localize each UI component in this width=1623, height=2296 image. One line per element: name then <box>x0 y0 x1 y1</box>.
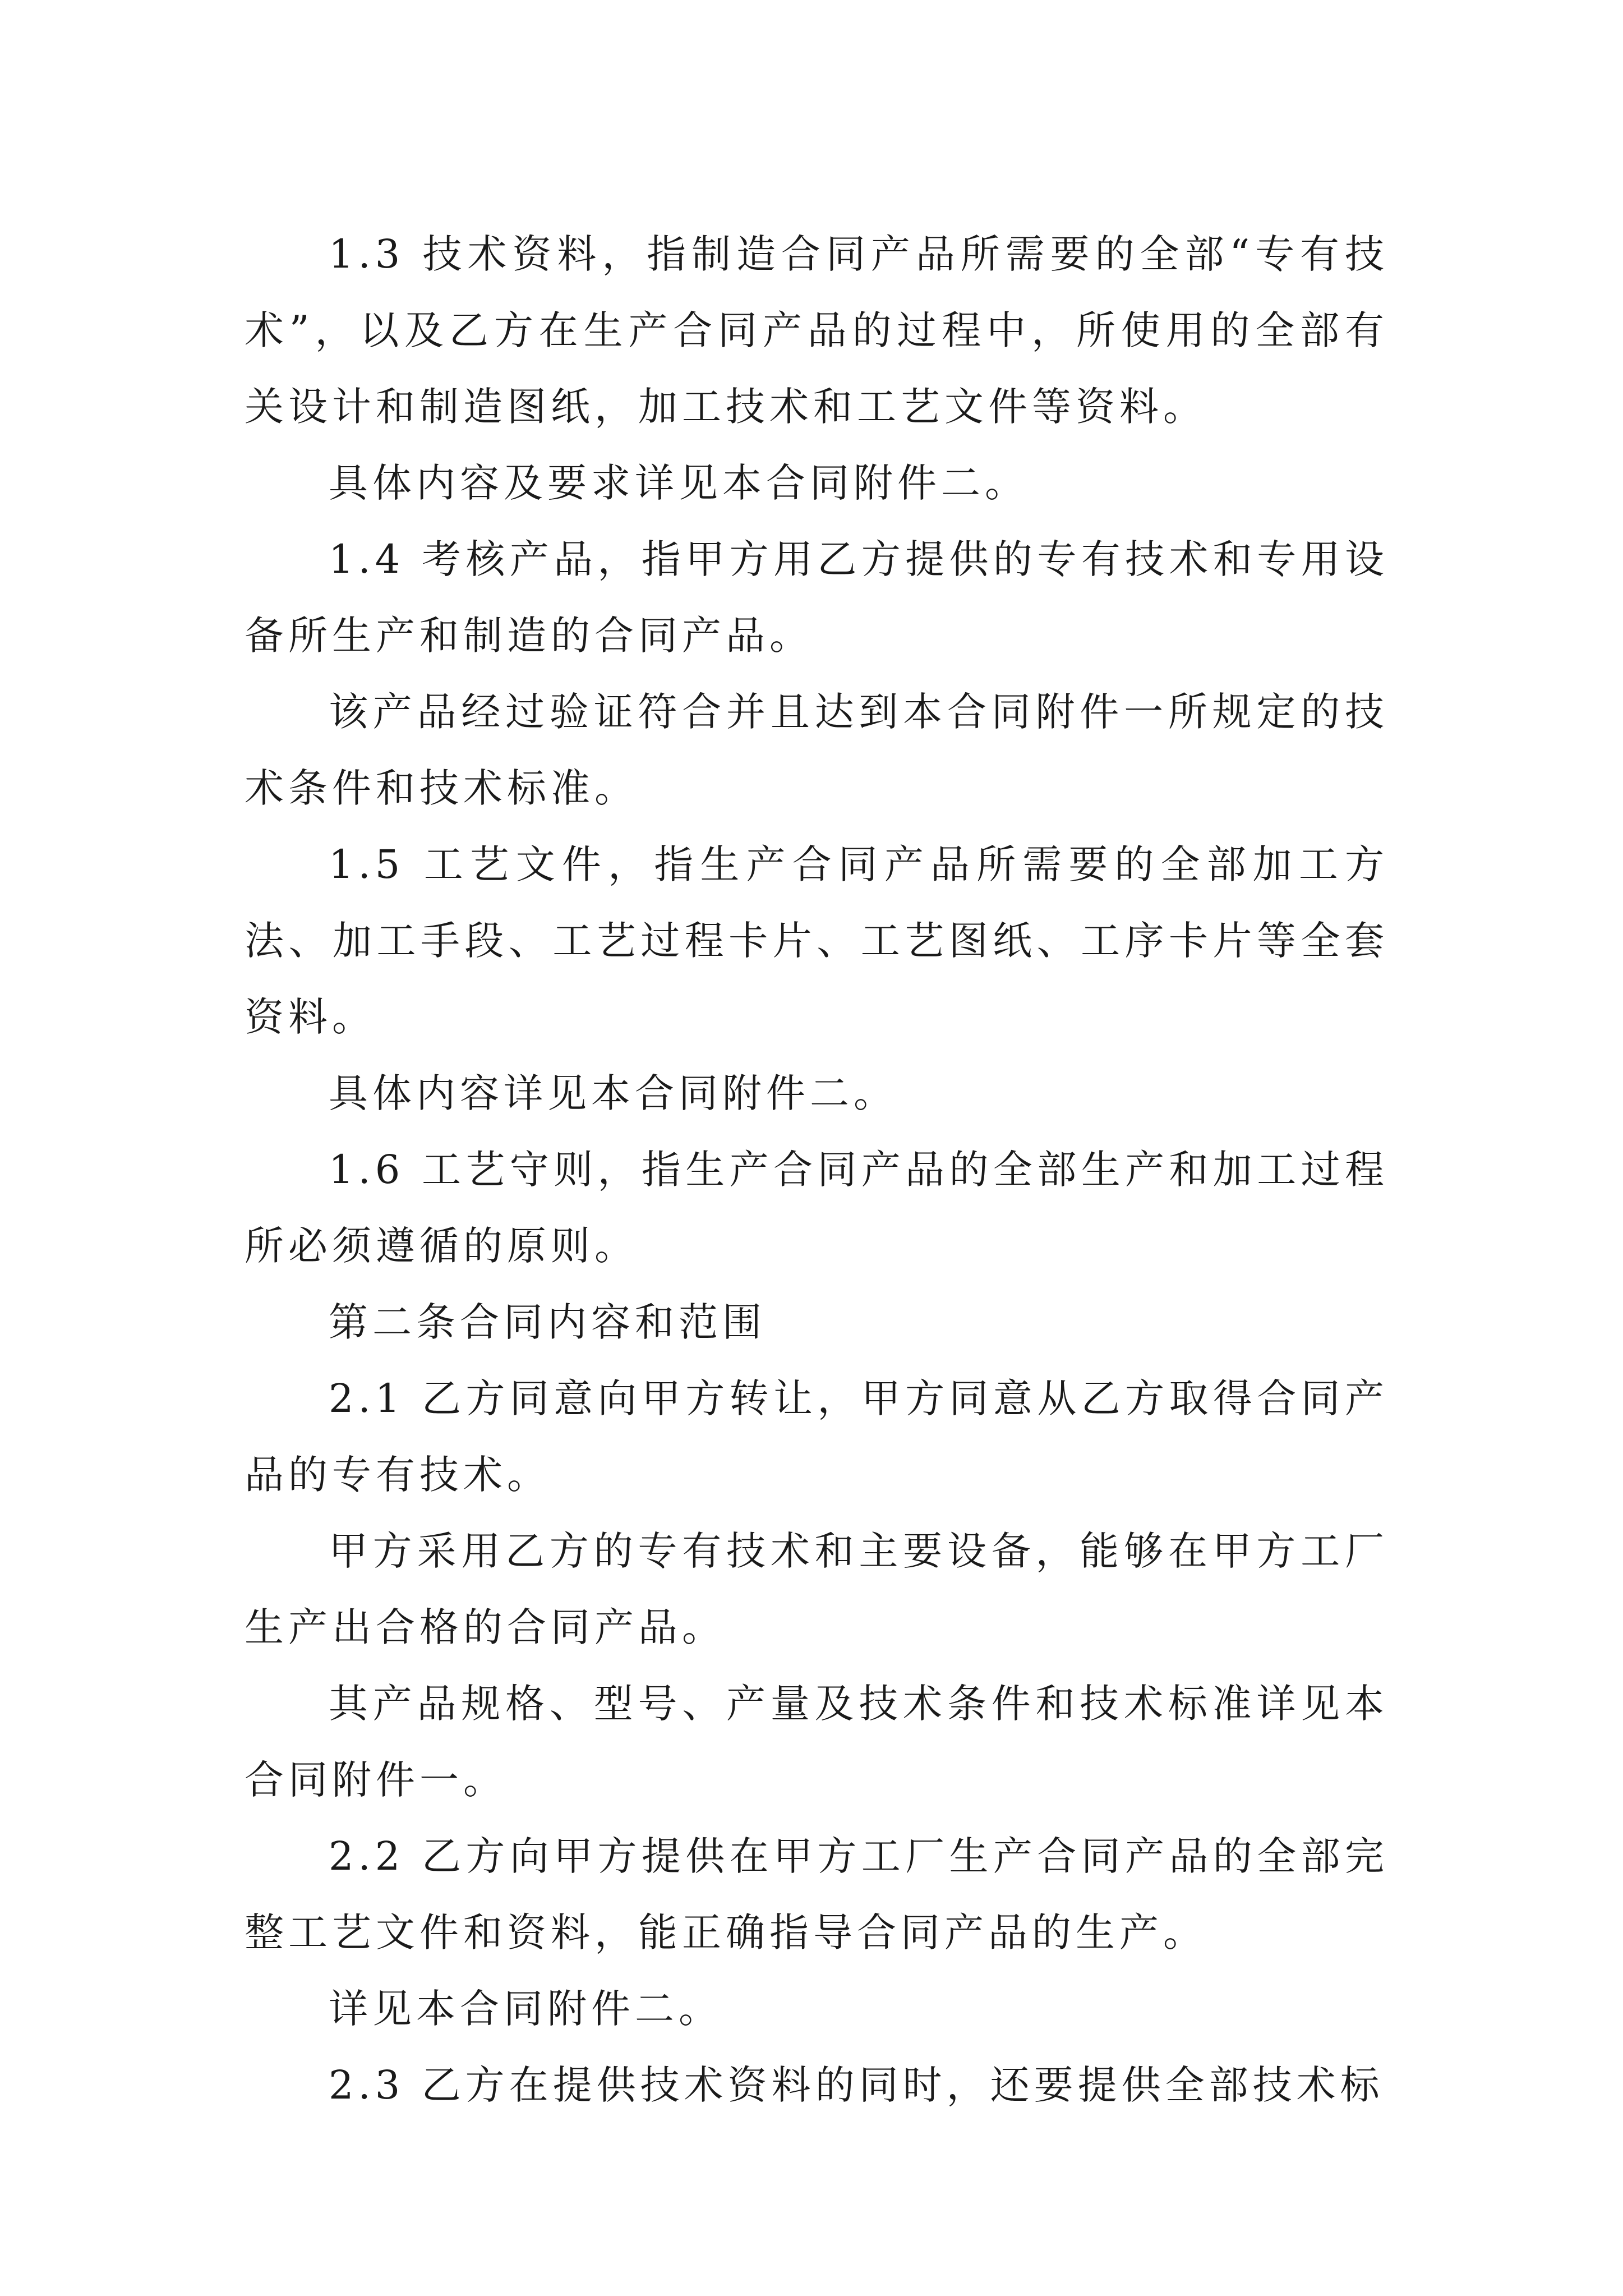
paragraph-2-1: 2.1 乙方同意向甲方转让，甲方同意从乙方取得合同产品的专有技术。 <box>245 1375 1389 1498</box>
paragraph-1-3-details: 具体内容及要求详见本合同附件二。 <box>329 460 1029 506</box>
paragraph-2-3: 2.3 乙方在提供技术资料的同时，还要提供全部技术标 <box>329 2062 1384 2108</box>
paragraph-2-1-equipment: 甲方采用乙方的专有技术和主要设备，能够在甲方工厂生产出合格的合同产品。 <box>245 1528 1389 1650</box>
paragraph-2-1-specs: 其产品规格、型号、产量及技术条件和技术标准详见本合同附件一。 <box>245 1681 1389 1803</box>
paragraph-1-4-details: 该产品经过验证符合并且达到本合同附件一所规定的技术条件和技术标准。 <box>245 689 1389 811</box>
paragraph-1-4: 1.4 考核产品，指甲方用乙方提供的专有技术和专用设备所生产和制造的合同产品。 <box>245 536 1389 659</box>
paragraph-2-2: 2.2 乙方向甲方提供在甲方工厂生产合同产品的全部完整工艺文件和资料，能正确指导合同产品的生产。 <box>245 1833 1389 1955</box>
document-body <box>245 216 1389 2123</box>
paragraph-1-5: 1.5 工艺文件，指生产合同产品所需要的全部加工方法、加工手段、工艺过程卡片、工艺图纸、工序卡片等全套资料。 <box>245 841 1389 1040</box>
section-heading-article-2: 第二条合同内容和范围 <box>329 1299 766 1345</box>
paragraph-1-5-details: 具体内容详见本合同附件二。 <box>329 1070 897 1116</box>
paragraph-1-3: 1.3 技术资料，指制造合同产品所需要的全部“专有技术”，以及乙方在生产合同产品的过程中，所使用的全部有关设计和制造图纸，加工技术和工艺文件等资料。 <box>245 231 1389 430</box>
paragraph-2-2-details: 详见本合同附件二。 <box>329 1986 722 2032</box>
paragraph-1-6: 1.6 工艺守则，指生产合同产品的全部生产和加工过程所必须遵循的原则。 <box>245 1147 1389 1269</box>
